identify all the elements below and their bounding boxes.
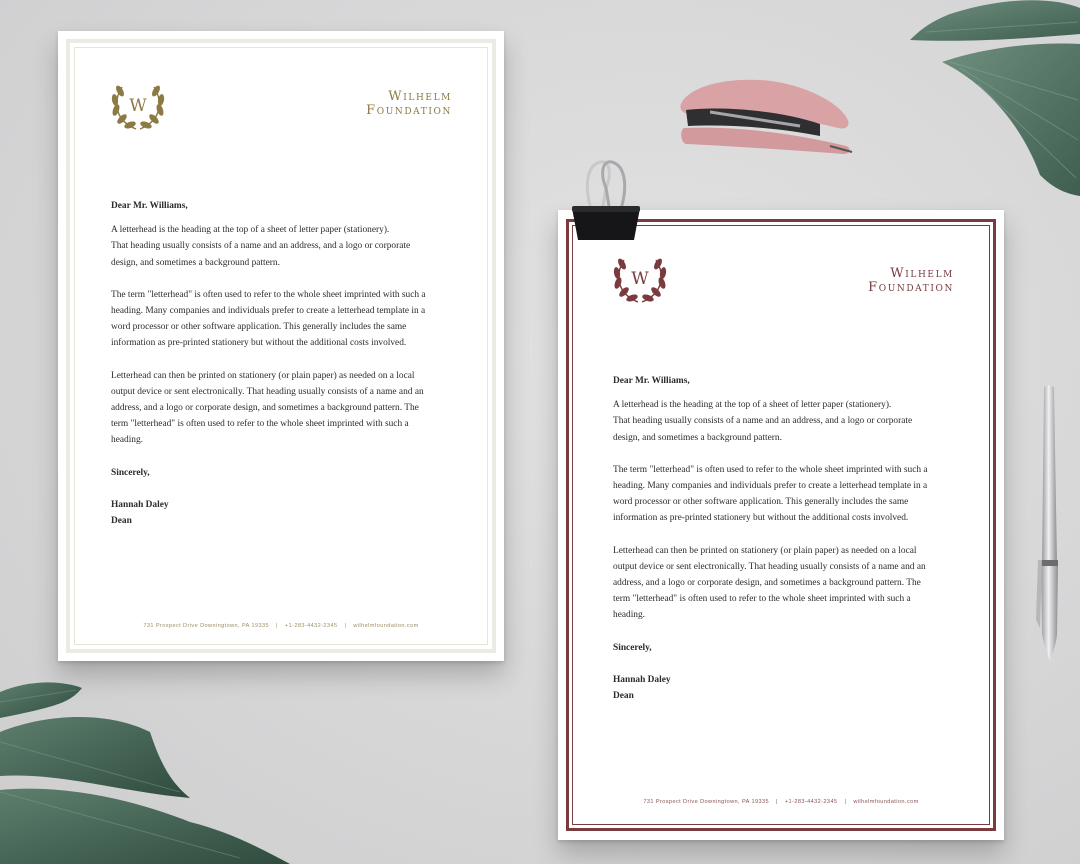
letter-paragraph-1 [613,397,963,446]
letter-line: information as pre-printed stationery but without the additional costs involved. [111,338,407,349]
pen-prop [1030,384,1070,666]
letter-greeting: Dear Mr. Williams, [613,376,690,386]
letter-closing: Sincerely, [613,642,652,653]
brand-name [366,90,452,118]
footer-separator: | [776,799,778,805]
brand-name-line2: Foundation [366,103,452,118]
brand-name [868,267,954,295]
letter-line: heading. [111,435,144,446]
letter-line: design, and sometimes a background pattern. [111,257,280,268]
letter-line: term "letterhead" is often used to refer to the whole sheet imprinted with such a [613,594,911,605]
signer-name: Hannah Daley [613,674,671,685]
letter-paragraph-3 [111,368,461,449]
footer-address: 731 Prospect Drive Downingtown, PA 19335 [143,623,270,629]
letter-line: A letterhead is the heading at the top of a sheet of letter paper (stationery). [111,225,390,236]
letter-line: output device or sent electronically. That heading usually consists of a name and an [613,561,926,572]
footer-phone: +1-283-4432-2345 [284,623,338,629]
letter-line: word processor or other software application. This generally includes the same [613,497,909,508]
letter-line: information as pre-printed stationery but without the additional costs involved. [613,513,909,524]
letter-line: design, and sometimes a background pattern. [613,432,782,443]
brand-name-line1: Wilhelm [388,89,452,104]
letter-body [111,198,461,529]
footer-address: 731 Prospect Drive Downingtown, PA 19335 [643,799,770,805]
footer-website: wilhelmfoundation.com [353,623,419,629]
signer-name: Hannah Daley [111,499,169,510]
logo-monogram: W [129,96,147,116]
letter-closing: Sincerely, [111,467,150,478]
letter-line: address, and a logo or corporate design, and sometimes a background pattern. The [613,578,921,589]
letter-paragraph-3 [613,543,963,624]
letter-line: heading. [613,610,646,621]
letter-line: The term "letterhead" is often used to refer to the whole sheet imprinted with such a [111,289,426,300]
signer-title: Dean [111,516,132,527]
letter-line: word processor or other software application. This generally includes the same [111,322,407,333]
letter-line: That heading usually consists of a name and an address, and a logo or corporate [111,241,411,252]
letter-paragraph-2 [111,287,461,352]
footer-separator: | [844,799,847,805]
letter-line: Letterhead can then be printed on stationery (or plain paper) as needed on a local [111,370,415,381]
letter-line: That heading usually consists of a name and an address, and a logo or corporate [613,416,913,427]
binder-clip-prop [566,158,646,246]
footer-separator: | [276,623,278,629]
footer-website: wilhelmfoundation.com [853,799,919,805]
letter-line: term "letterhead" is often used to refer to the whole sheet imprinted with such a [111,419,409,430]
footer-phone: +1-283-4432-2345 [784,799,838,805]
letter-line: A letterhead is the heading at the top of a sheet of letter paper (stationery). [613,400,892,411]
letter-footer [58,623,504,629]
letter-line: heading. Many companies and individuals prefer to create a letterhead template in a [613,481,928,492]
palm-leaf-top-right [890,0,1080,200]
letter-line: output device or sent electronically. That heading usually consists of a name and an [111,386,424,397]
laurel-wreath-monogram-icon [108,75,168,135]
stapler-prop [670,66,860,162]
signer-title: Dean [613,691,634,702]
letter-line: The term "letterhead" is often used to refer to the whole sheet imprinted with such a [613,464,928,475]
letter-greeting: Dear Mr. Williams, [111,201,188,211]
letter-line: address, and a logo or corporate design, and sometimes a background pattern. The [111,403,419,414]
letter-line: Letterhead can then be printed on stationery (or plain paper) as needed on a local [613,545,917,556]
letter-paragraph-2 [613,462,963,527]
logo-monogram: W [631,269,649,289]
letter-signature [613,672,963,704]
letter-body [613,373,963,704]
letter-footer [558,799,1004,805]
footer-separator: | [344,623,347,629]
laurel-wreath-monogram-icon [610,248,670,308]
brand-name-line1: Wilhelm [890,266,954,281]
letter-line: heading. Many companies and individuals prefer to create a letterhead template in a [111,306,426,317]
letterhead-sheet-burgundy [558,210,1004,840]
brand-name-line2: Foundation [868,280,954,295]
palm-leaf-bottom-left [0,672,300,864]
letter-paragraph-1 [111,222,461,271]
letterhead-sheet-gold [58,31,504,661]
letter-signature [111,497,461,529]
